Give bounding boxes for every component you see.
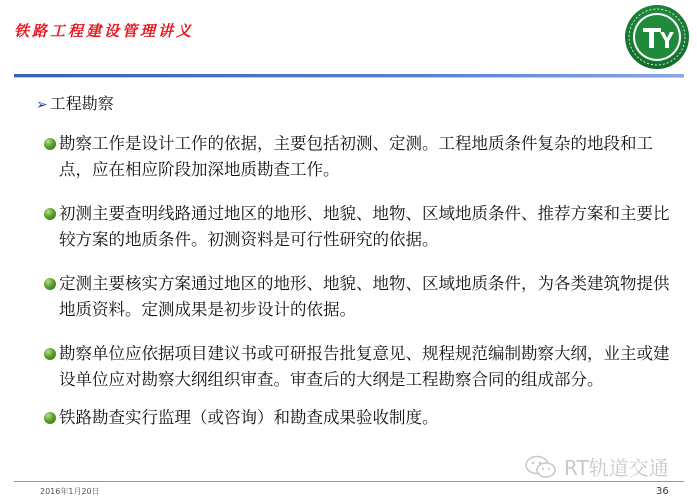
bullet-list: [44, 131, 684, 431]
bullet-item: [44, 271, 684, 323]
arrow-right-icon: ➢: [36, 97, 48, 113]
green-bullet-icon: [44, 278, 56, 290]
section-heading-text: 工程勘察: [49, 94, 114, 113]
header-divider-thin: [14, 77, 684, 78]
page-number: 36: [656, 486, 669, 497]
footer-date: 2016年1月20日: [40, 487, 100, 496]
bullet-text: 勘察单位应依据项目建议书或可研报告批复意见、规程规范编制勘察大纲，业主或建设单位应对勘察大纲组织审查。审查后的大纲是工程勘察合同的组成部分。: [59, 344, 670, 389]
watermark-text: RT轨道交通: [564, 456, 669, 480]
green-bullet-icon: [44, 412, 56, 424]
watermark: [524, 452, 669, 481]
bullet-text: 定测主要核实方案通过地区的地形、地貌、地物、区域地质条件，为各类建筑物提供地质资料。定测成果是初步设计的依据。: [59, 274, 670, 319]
bullet-text: 铁路勘查实行监理（或咨询）和勘查成果验收制度。: [59, 408, 439, 427]
logo-icon: [624, 4, 690, 70]
wechat-icon: [524, 455, 558, 479]
bullet-text: 初测主要查明线路通过地区的地形、地貌、地物、区域地质条件、推荐方案和主要比较方案的地质条件。初测资料是可行性研究的依据。: [59, 204, 670, 249]
bullet-item: [44, 201, 684, 253]
bullet-item: [44, 131, 684, 183]
green-bullet-icon: [44, 208, 56, 220]
footer-divider: [14, 481, 684, 482]
bullet-text: 勘察工作是设计工作的依据，主要包括初测、定测。工程地质条件复杂的地段和工点，应在相应阶段加深地质勘查工作。: [59, 134, 653, 179]
page-header-title: 铁路工程建设管理讲义: [14, 22, 195, 40]
bullet-item: [44, 405, 684, 431]
green-bullet-icon: [44, 348, 56, 360]
section-heading: [36, 91, 114, 114]
bullet-item: [44, 341, 684, 393]
green-bullet-icon: [44, 138, 56, 150]
